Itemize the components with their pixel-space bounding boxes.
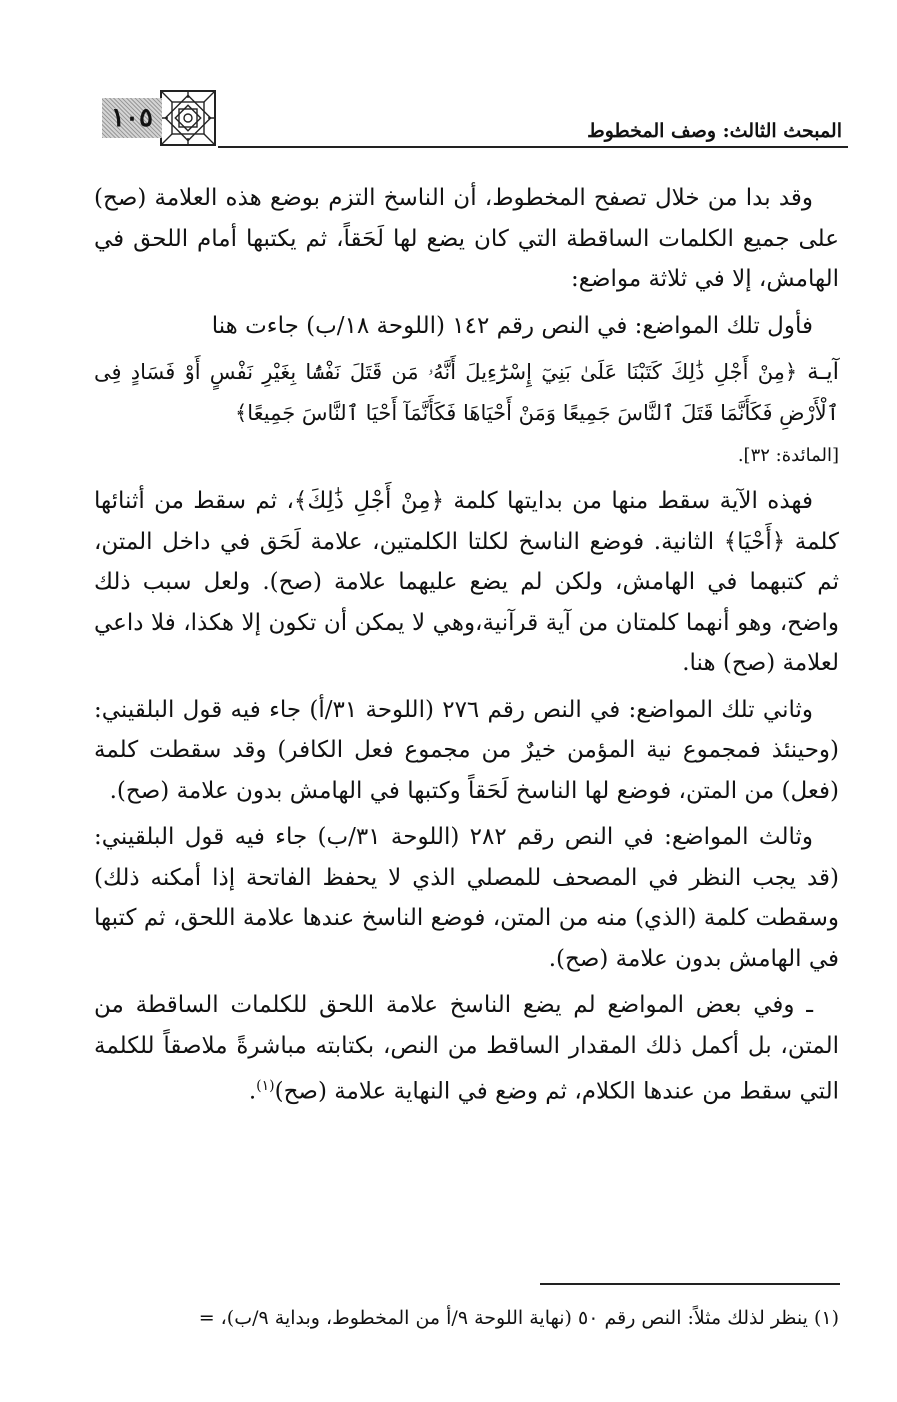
- paragraph-3: فهذه الآية سقط منها من بدايتها كلمة ﴿مِنْ أَجْلِ ذَٰلِكَ﴾، ثم سقط من أثنائها كلمة ﴿أَحْيَا﴾ الثانية. فوضع الناسخ لكلتا الكلمتين، علامة لَحَق في داخل المتن، ثم كتبهما في الهامش، ولكن لم يضع عليهما علامة (صح). ولعل سبب ذلك واضح، وهو أنهما كلمتان من آية قرآنية،وهي لا يمكن أن تكون إلا هكذا، فلا داعي لعلامة (صح) هنا.: [94, 488, 839, 676]
- paragraph-4: وثاني تلك المواضع: في النص رقم ٢٧٦ (اللوحة ٣١/أ) جاء فيه قول البلقيني: (وحينئذ فمجموع نية المؤمن خيرٌ من مجموع فعل الكافر) وقد سقطت كلمة (فعل) من المتن، فوضع لها الناسخ لَحَقاً وكتبها في الهامش بدون علامة (صح).: [94, 696, 839, 804]
- paragraph-2-intro: فأول تلك المواضع: في النص رقم ١٤٢ (اللوحة ١٨/ب) جاءت هنا: [211, 312, 813, 339]
- page-number: ١٠٥: [111, 103, 153, 133]
- paragraph-1: وقد بدا من خلال تصفح المخطوط، أن الناسخ التزم بوضع هذه العلامة (صح) على جميع الكلمات الساقطة التي كان يضع لها لَحَقاً، ثم يكتبها أمام اللحق في الهامش، إلا في ثلاثة مواضع:: [94, 185, 839, 292]
- footnote-reference[interactable]: (١): [256, 1078, 275, 1094]
- page-header: [100, 90, 848, 150]
- paragraph-6-end: .: [248, 1078, 257, 1105]
- header-rule: [218, 146, 848, 148]
- footnote: (١) ينظر لذلك مثلاً: النص رقم ٥٠ (نهاية اللوحة ٩/أ من المخطوط، وبداية ٩/ب)، =: [198, 1307, 839, 1329]
- quran-verse-line: [94, 352, 839, 433]
- page-number-box: [102, 98, 162, 138]
- paragraph-6: [94, 985, 839, 1112]
- star-lattice-ornament-icon: [160, 90, 216, 146]
- quran-verse: ﴿مِنْ أَجْلِ ذَٰلِكَ كَتَبْنَا عَلَىٰ بَنِيٓ إِسْرَٰٓءِيلَ أَنَّهُۥ مَن قَتَلَ نَفْسًۢا بِغَيْرِ نَفْسٍ أَوْ فَسَادٍ فِى ٱلْأَرْضِ فَكَأَنَّمَا قَتَلَ ٱلنَّاسَ جَمِيعًا وَمَنْ أَحْيَاهَا فَكَأَنَّمَآ أَحْيَا ٱلنَّاسَ جَمِيعًا﴾: [94, 360, 839, 425]
- aya-prefix: آيـة: [807, 359, 840, 385]
- body-text: [94, 178, 839, 1118]
- paragraph-5: وثالث المواضع: في النص رقم ٢٨٢ (اللوحة ٣١/ب) جاء فيه قول البلقيني: (قد يجب النظر في المصحف للمصلي الذي لا يحفظ الفاتحة إذا أمكنه ذلك) وسقطت كلمة (الذي) منه من المتن، فوضع الناسخ عندها علامة اللحق، ثم كتبها في الهامش بدون علامة (صح).: [94, 824, 839, 972]
- section-title: المبحث الثالث: وصف المخطوط: [587, 120, 842, 142]
- verse-citation: [المائدة: ٣٢].: [737, 445, 839, 466]
- paragraph-6-text: ـ وفي بعض المواضع لم يضع الناسخ علامة اللحق للكلمات الساقطة من المتن، بل أكمل ذلك المقدار الساقط من النص، بكتابته مباشرةً ملاصقاً للكلمة التي سقط من عندها الكلام، ثم وضع في النهاية علامة (صح): [94, 992, 839, 1105]
- footnote-divider: [540, 1283, 840, 1285]
